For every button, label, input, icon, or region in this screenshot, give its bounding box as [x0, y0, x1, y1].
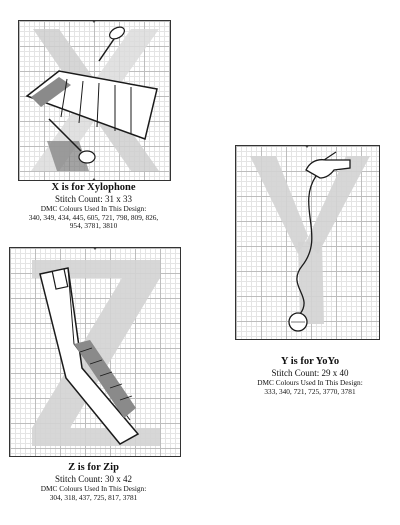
- yoyo-caption: [220, 356, 400, 396]
- hand-sleeve-line: [324, 152, 336, 160]
- xylophone-colours-heading: DMC Colours Used In This Design:: [40, 203, 147, 213]
- center-arrow-top: [92, 248, 98, 250]
- yoyo-stitch-count: Stitch Count: 29 x 40: [271, 368, 349, 379]
- mallet-head-1: [108, 25, 127, 42]
- xylophone-colours-line-1: 340, 349, 434, 445, 605, 721, 798, 809, 826,: [28, 212, 159, 222]
- zip-stitch-count: Stitch Count: 30 x 42: [54, 474, 132, 485]
- yoyo-title: Y is for YoYo: [280, 356, 340, 367]
- zip-colours-line-1: 304, 318, 437, 725, 817, 3781: [49, 492, 138, 502]
- zip-chart: [9, 247, 181, 457]
- zip-pattern: [10, 248, 180, 456]
- center-arrow-top: [91, 21, 97, 23]
- xylophone-colours-line-2: 954, 3781, 3810: [69, 221, 118, 231]
- mallet-head-2: [79, 151, 95, 163]
- yoyo-pattern: [236, 146, 379, 339]
- zip-caption: [0, 462, 187, 502]
- xylophone-title: X is for Xylophone: [51, 182, 136, 193]
- center-arrow-top: [304, 146, 310, 148]
- yoyo-colours-line-1: 333, 340, 721, 725, 3770, 3781: [264, 386, 356, 396]
- xylophone-frame: [27, 71, 157, 139]
- zip-title: Z is for Zip: [68, 462, 119, 473]
- xylophone-chart: [18, 20, 171, 181]
- yoyo-chart: [235, 145, 380, 340]
- xylophone-caption: [0, 182, 187, 231]
- xylophone-pattern: [19, 21, 170, 180]
- letter-y-arm-left: [250, 156, 308, 254]
- yoyo-colours-heading: DMC Colours Used In This Design:: [257, 377, 363, 387]
- center-arrow-bottom: [91, 178, 97, 180]
- xylophone-stitch-count: Stitch Count: 31 x 33: [54, 194, 132, 205]
- zip-colours-heading: DMC Colours Used In This Design:: [40, 483, 147, 493]
